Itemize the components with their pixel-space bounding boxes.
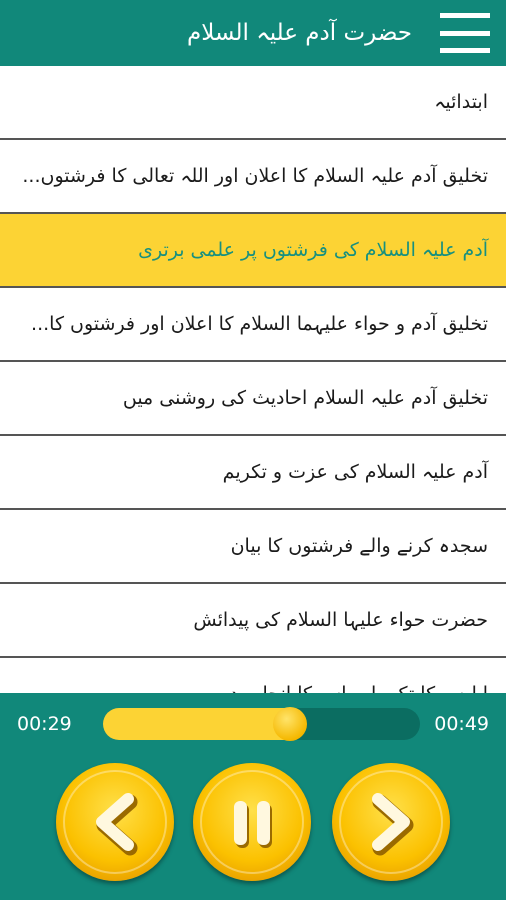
- list-item-label: آدم علیہ السلام کی فرشتوں پر علمی برتری: [138, 239, 488, 261]
- list-item-label: سجدہ کرنے والے فرشتوں کا بیان: [230, 535, 488, 557]
- menu-bar: [440, 13, 490, 18]
- total-time: 00:49: [434, 713, 489, 735]
- seek-bar[interactable]: [103, 708, 420, 740]
- list-item[interactable]: [0, 66, 506, 140]
- list-item[interactable]: [0, 510, 506, 584]
- list-item-label: ابتدائیہ: [434, 91, 488, 113]
- list-item-label: تخلیق آدم علیہ السلام احادیث کی روشنی میں: [122, 387, 488, 409]
- list-item-label: تخلیق آدم و حواء علیہما السلام کا اعلان اور فرشتوں کا...: [31, 313, 488, 335]
- list-item[interactable]: [0, 140, 506, 214]
- chapter-list[interactable]: [0, 66, 506, 693]
- audio-player: [0, 693, 506, 900]
- list-item-selected[interactable]: [0, 214, 506, 288]
- list-item-label: تخلیق آدم علیہ السلام کا اعلان اور اللہ تعالی کا فرشتوں...: [22, 165, 488, 187]
- chevron-left-icon: [56, 763, 174, 881]
- seek-bar-progress: [103, 708, 290, 740]
- list-item[interactable]: [0, 584, 506, 658]
- pause-button[interactable]: [193, 763, 311, 881]
- menu-bar: [440, 31, 490, 36]
- pause-icon: [193, 763, 311, 881]
- current-time: 00:29: [17, 713, 72, 735]
- list-item-label: حضرت حواء علیہا السلام کی پیدائش: [193, 609, 488, 631]
- list-item[interactable]: [0, 436, 506, 510]
- previous-button[interactable]: [56, 763, 174, 881]
- hamburger-menu-icon[interactable]: [440, 13, 490, 53]
- seek-thumb[interactable]: [273, 707, 307, 741]
- app-header: [0, 0, 506, 66]
- list-item[interactable]: [0, 288, 506, 362]
- next-button[interactable]: [332, 763, 450, 881]
- menu-bar: [440, 48, 490, 53]
- page-title: حضرت آدم علیہ السلام: [187, 20, 412, 46]
- chevron-right-icon: [332, 763, 450, 881]
- list-item-label: آدم علیہ السلام کی عزت و تکریم: [222, 461, 488, 483]
- list-item[interactable]: [0, 362, 506, 436]
